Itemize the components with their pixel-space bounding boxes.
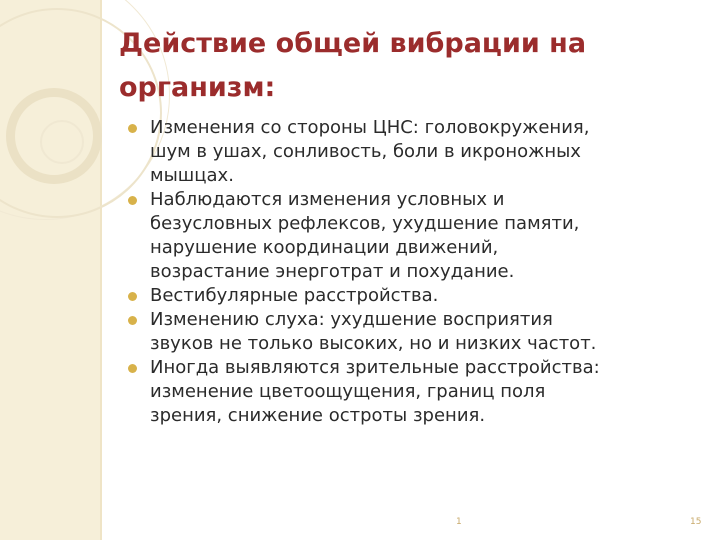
bullet-text-line: возрастание энерготрат и похудание.	[150, 261, 515, 282]
bullet-text-line: Иногда выявляются зрительные расстройства:	[150, 357, 600, 378]
slide-title-line: Действие общей вибрации на	[119, 28, 587, 59]
bullet-item	[124, 188, 710, 284]
bullet-item	[124, 284, 710, 308]
bullet-text-line: мышцах.	[150, 165, 234, 186]
slide-title	[119, 22, 699, 110]
bullet-text-line: нарушение координации движений,	[150, 237, 499, 258]
bullet-text-line: безусловных рефлексов, ухудшение памяти,	[150, 213, 580, 234]
bullet-dot-icon	[128, 196, 137, 205]
bullet-dot-icon	[128, 364, 137, 373]
bullet-text-line: звуков не только высоких, но и низких частот.	[150, 333, 597, 354]
bullet-item	[124, 116, 710, 188]
slide-title-line: организм:	[119, 72, 276, 103]
bullet-text-line: Изменения со стороны ЦНС: головокружения,	[150, 117, 590, 138]
bullet-dot-icon	[128, 124, 137, 133]
bullet-dot-icon	[128, 292, 137, 301]
bullet-dot-icon	[128, 316, 137, 325]
bullet-item	[124, 308, 710, 356]
bullet-text-line: изменение цветоощущения, границ поля	[150, 381, 546, 402]
bullet-text-line: Изменению слуха: ухудшение восприятия	[150, 309, 553, 330]
bullet-text-line: зрения, снижение остроты зрения.	[150, 405, 486, 426]
footer-center-number: 1	[456, 517, 462, 527]
slide-page-number: 15	[690, 517, 702, 527]
bullet-text-line: шум в ушах, сонливость, боли в икроножных	[150, 141, 581, 162]
decorative-ring-icon	[40, 120, 84, 164]
bullet-text-line: Наблюдаются изменения условных и	[150, 189, 505, 210]
bullet-list	[124, 116, 710, 428]
bullet-item	[124, 356, 710, 428]
bullet-text-line: Вестибулярные расстройства.	[150, 285, 439, 306]
